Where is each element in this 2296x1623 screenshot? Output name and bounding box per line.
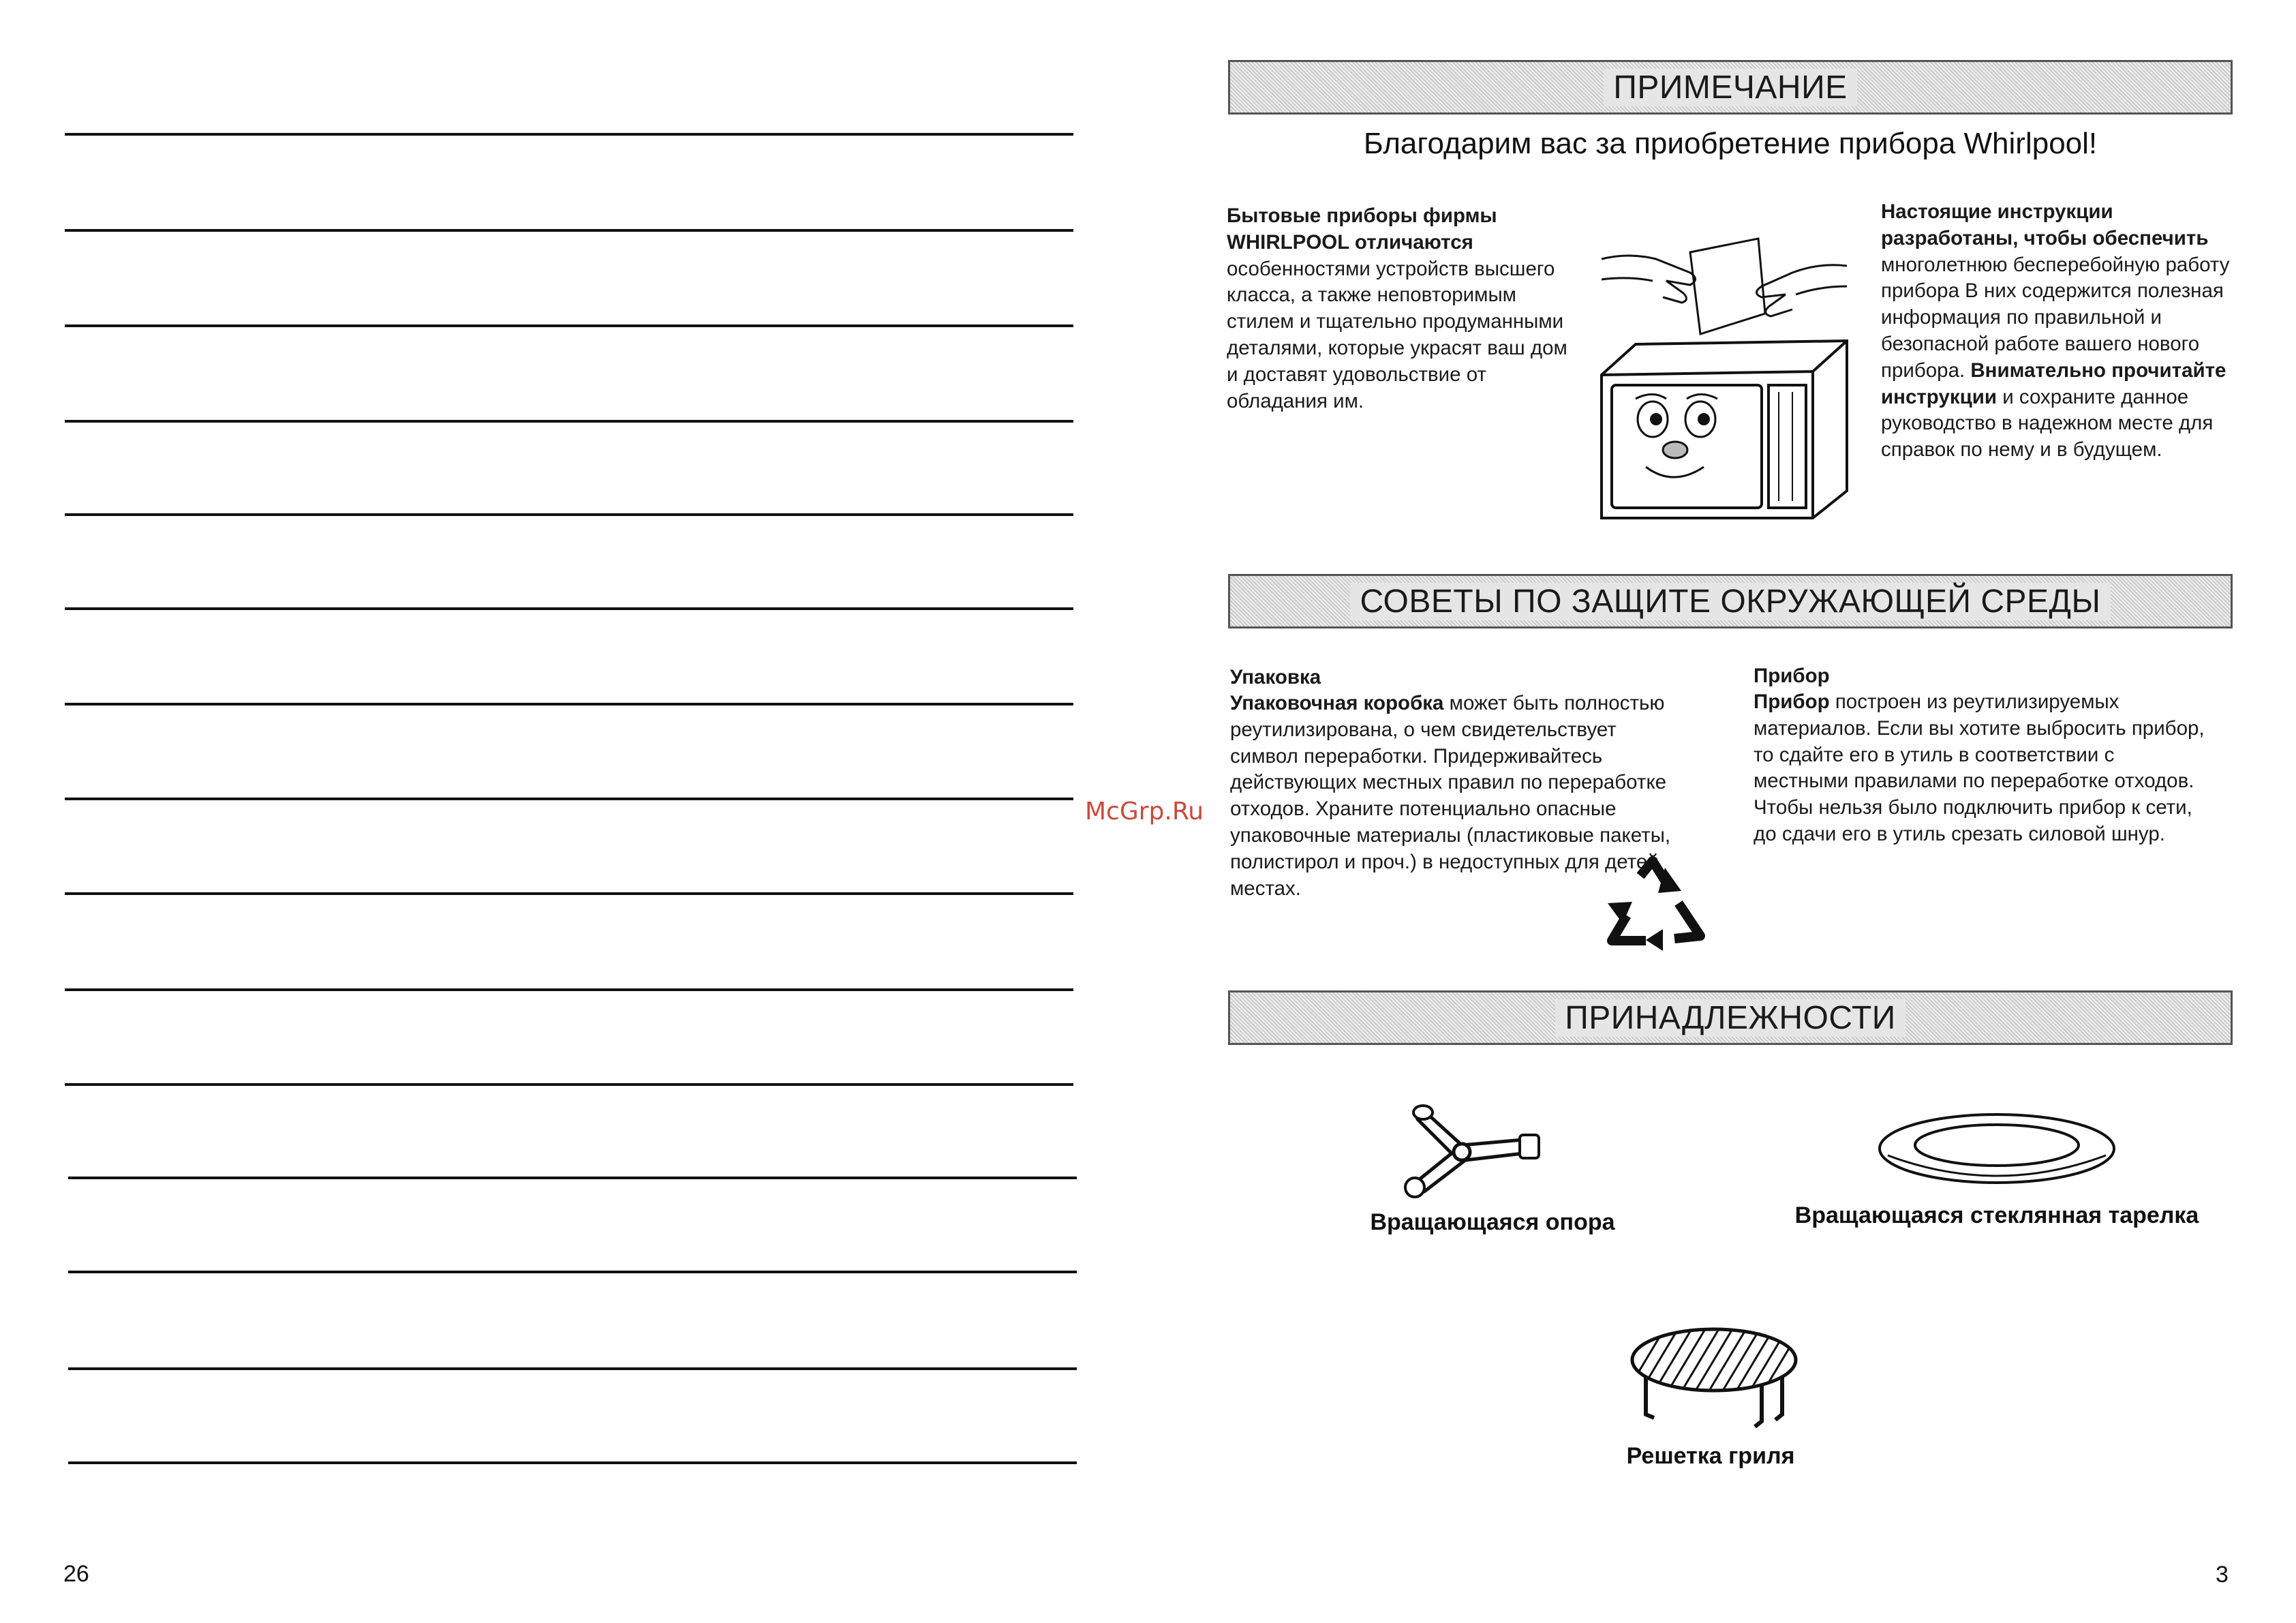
page-number-right: 3 xyxy=(2216,1562,2229,1588)
note-right-bold2: Внимательно прочитайте инструкции xyxy=(1881,359,2226,408)
note-subtitle: Благодарим вас за приобретение прибора Whirlpool! xyxy=(1363,127,2098,160)
note-right-body2: и сохраните данное руководство в надежном месте для справок по нему и в будущем. xyxy=(1881,385,2214,461)
ruled-line xyxy=(68,1177,1077,1179)
packaging-bold: Упаковочная коробка xyxy=(1230,692,1444,714)
glass-turntable-icon xyxy=(1874,1108,2119,1189)
packaging-body: может быть полностью реутилизирована, о чем свидетельствует символ переработки. Придерживайтесь действующих местных правил по переработке отходов. Храните потенциально опасные упаковочные материалы (пластиковые пакеты, полистирол и проч.) в недоступных для детей местах. xyxy=(1230,692,1671,900)
note-left-bold: Бытовые приборы фирмы WHIRLPOOL отличаются xyxy=(1227,204,1497,254)
note-left-body: особенностями устройств высшего класса, а также неповторимым стилем и тщательно продуманными деталями, которые украсят ваш дом и доставят удовольствие от обладания им. xyxy=(1227,257,1567,412)
accessory-label: Решетка гриля xyxy=(1626,1443,1795,1469)
ruled-line xyxy=(65,703,1073,706)
appliance-bold: Прибор xyxy=(1754,691,1830,713)
ruled-line xyxy=(65,798,1073,800)
note-left-text xyxy=(1227,203,1581,414)
turntable-support-icon xyxy=(1397,1097,1554,1200)
watermark: McGrp.Ru xyxy=(1085,798,1204,825)
accessories-banner xyxy=(1228,990,2233,1045)
appliance-body: построен из реутилизируемых материалов. Если вы хотите выбросить прибор, то сдайте его в утиль в соответствии с местными правилами по переработке отходов. Чтобы нельзя было подключить прибор к сети, до сдачи его в утиль срезать силовой шнур. xyxy=(1754,691,2205,845)
ruled-line xyxy=(65,324,1073,327)
ruled-line xyxy=(68,1461,1077,1464)
note-banner xyxy=(1228,60,2233,115)
accessory-label: Вращающаяся опора xyxy=(1370,1209,1615,1235)
accessory-label: Вращающаяся стеклянная тарелка xyxy=(1794,1202,2199,1228)
environment-banner xyxy=(1228,574,2233,628)
ruled-line xyxy=(65,988,1073,991)
accessories-title: ПРИНАДЛЕЖНОСТИ xyxy=(1555,999,1905,1037)
ruled-line xyxy=(68,1271,1077,1273)
note-right-text xyxy=(1881,199,2235,464)
note-right-bold1: Настоящие инструкции разработаны, чтобы обеспечить xyxy=(1881,200,2209,249)
ruled-line xyxy=(65,892,1073,895)
grill-rack-icon xyxy=(1625,1319,1803,1435)
appliance-heading: Прибор xyxy=(1754,665,1830,687)
ruled-line xyxy=(65,1083,1073,1086)
ruled-line xyxy=(65,229,1073,232)
packaging-heading: Упаковка xyxy=(1230,666,1321,688)
ruled-line xyxy=(65,420,1073,423)
microwave-illustration-icon xyxy=(1588,232,1861,532)
ruled-line xyxy=(68,1367,1077,1370)
note-right-body1: многолетнюю бесперебойную работу прибора В них содержится полезная информация по правильной и безопасной работе вашего нового прибора. xyxy=(1881,253,2230,382)
ruled-line xyxy=(65,513,1073,516)
ruled-line xyxy=(65,133,1073,136)
recycle-icon xyxy=(1598,855,1714,958)
page-number-left: 26 xyxy=(63,1561,89,1587)
ruled-line xyxy=(65,607,1073,610)
environment-title: СОВЕТЫ ПО ЗАЩИТЕ ОКРУЖАЮЩЕЙ СРЕДЫ xyxy=(1350,583,2110,620)
appliance-text xyxy=(1754,689,2210,848)
note-title: ПРИМЕЧАНИЕ xyxy=(1604,69,1856,106)
